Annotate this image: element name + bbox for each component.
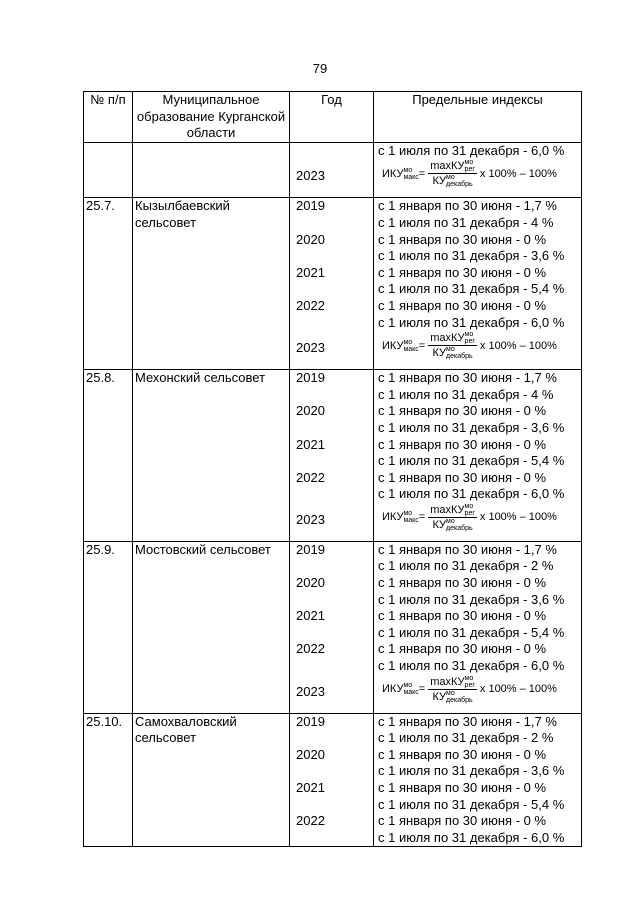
formula-line	[378, 159, 581, 197]
index-cell	[374, 198, 582, 370]
formula: ИКУ мо макс = maxКУ мо рег КУ мо декабрь x 100% – 100%	[382, 159, 557, 189]
year-value: 2020	[296, 231, 325, 247]
formula-lhs-text: ИКУ	[382, 511, 404, 524]
formula: ИКУ мо макс = maxКУ мо рег КУ мо декабрь x 100% – 100%	[382, 502, 557, 532]
formula-line	[378, 675, 581, 713]
formula-lhs-sup: мо	[403, 682, 413, 690]
year-value: 2023	[296, 168, 325, 184]
formula-lhs	[382, 682, 419, 696]
formula-denominator	[430, 174, 474, 188]
formula-lhs-text: ИКУ	[382, 167, 404, 180]
formula-denominator-indices	[446, 346, 473, 360]
year-value: 2020	[296, 403, 325, 419]
index-line: с 1 июля по 31 декабря - 5,4 %	[378, 453, 565, 469]
row-number: 25.10.	[84, 713, 133, 847]
index-line: с 1 января по 30 июня - 0 %	[378, 575, 547, 591]
formula-fraction	[428, 675, 477, 704]
formula-numerator	[428, 503, 477, 518]
year-value: 2023	[296, 683, 325, 699]
year-cell	[290, 142, 374, 198]
formula-lhs-sup: мо	[403, 338, 413, 346]
formula-denominator-sub: декабрь	[446, 353, 473, 361]
formula-numerator-text: maxКУ	[430, 332, 465, 345]
formula-denominator-sup: мо	[446, 346, 455, 354]
formula-numerator-sub: рег	[464, 166, 475, 174]
year-value: 2019	[296, 198, 325, 214]
municipality-name: Кызылбаевский сельсовет	[133, 198, 290, 370]
year-spacer	[296, 143, 373, 160]
municipality-name: Мостовский сельсовет	[133, 541, 290, 713]
row-number: 25.9.	[84, 541, 133, 713]
formula-tail: x 100% – 100%	[479, 167, 557, 180]
formula-denominator-indices	[446, 518, 473, 532]
formula-lhs-sub: макс	[403, 345, 419, 353]
formula-denominator-sub: декабрь	[446, 181, 473, 189]
year-value: 2021	[296, 436, 325, 452]
formula-numerator	[428, 331, 477, 346]
formula-numerator-sub: рег	[464, 681, 475, 689]
index-cell	[374, 541, 582, 713]
index-cell	[374, 370, 582, 542]
index-line: с 1 июля по 31 декабря - 6,0 %	[378, 658, 565, 674]
index-line: с 1 июля по 31 декабря - 6,0 %	[378, 142, 565, 158]
table-row	[84, 713, 582, 847]
index-line: с 1 января по 30 июня - 0 %	[378, 641, 547, 657]
year-value: 2019	[296, 370, 325, 386]
formula-numerator	[428, 159, 477, 174]
formula-numerator-sup: мо	[464, 502, 474, 510]
year-value: 2021	[296, 780, 325, 795]
index-cell	[374, 713, 582, 847]
formula-numerator-indices	[465, 675, 475, 689]
row-number: 25.8.	[84, 370, 133, 542]
year-cell	[290, 541, 374, 713]
index-line: с 1 января по 30 июня - 0 %	[378, 780, 547, 795]
formula-numerator-sub: рег	[464, 338, 475, 346]
page-number: 79	[312, 61, 328, 76]
formula-lhs	[382, 167, 419, 181]
year-value: 2023	[296, 340, 325, 356]
year-cell	[290, 713, 374, 847]
index-line: с 1 января по 30 июня - 0 %	[378, 297, 547, 313]
formula-tail: x 100% – 100%	[479, 339, 557, 352]
year-cell	[290, 370, 374, 542]
index-line: с 1 июля по 31 декабря - 5,4 %	[378, 281, 565, 297]
formula-numerator-text: maxКУ	[430, 503, 465, 516]
formula-lhs-sup: мо	[403, 166, 413, 174]
formula-denominator-indices	[446, 690, 473, 704]
formula-lhs-text: ИКУ	[382, 683, 404, 696]
formula-denominator-sub: декабрь	[446, 696, 473, 704]
table-row	[84, 142, 582, 198]
municipality-name	[133, 142, 290, 198]
index-line: с 1 июля по 31 декабря - 5,4 %	[378, 796, 565, 812]
index-line: с 1 января по 30 июня - 0 %	[378, 403, 547, 419]
formula-numerator	[428, 675, 477, 690]
formula-denominator-text: КУ	[432, 690, 446, 703]
header-year: Год	[290, 92, 374, 143]
year-value: 2023	[296, 511, 325, 527]
index-line: с 1 июля по 31 декабря - 4 %	[378, 386, 554, 402]
formula-lhs-sub: макс	[403, 689, 419, 697]
formula-lhs-indices	[403, 682, 418, 696]
formula-denominator-text: КУ	[432, 518, 446, 531]
formula-lhs-indices	[403, 339, 418, 353]
year-value: 2022	[296, 813, 325, 829]
formula-denominator-sup: мо	[446, 517, 455, 525]
formula-denominator	[430, 346, 474, 360]
formula: ИКУ мо макс = maxКУ мо рег КУ мо декабрь x 100% – 100%	[382, 674, 557, 704]
formula-numerator-indices	[465, 331, 475, 345]
formula-lhs-sub: макс	[403, 173, 419, 181]
index-line: с 1 июля по 31 декабря - 4 %	[378, 214, 554, 230]
index-line: с 1 июля по 31 декабря - 3,6 %	[378, 591, 565, 607]
index-line: с 1 июля по 31 декабря - 3,6 %	[378, 763, 565, 779]
year-value: 2020	[296, 746, 325, 762]
formula-denominator-text: КУ	[432, 175, 446, 188]
formula-numerator-indices	[465, 159, 475, 173]
table-row	[84, 198, 582, 370]
formula-denominator-sup: мо	[446, 174, 455, 182]
table-row	[84, 370, 582, 542]
formula-lhs-text: ИКУ	[382, 339, 404, 352]
formula-denominator	[430, 690, 474, 704]
index-line: с 1 июля по 31 декабря - 6,0 %	[378, 829, 565, 845]
municipality-name: Самохваловский сельсовет	[133, 713, 290, 847]
index-line: с 1 июля по 31 декабря - 2 %	[378, 558, 554, 574]
index-line: с 1 июля по 31 декабря - 6,0 %	[378, 486, 565, 502]
index-line: с 1 января по 30 июня - 0 %	[378, 469, 547, 485]
formula-lhs-sub: макс	[403, 517, 419, 525]
header-limit-indexes: Предельные индексы	[374, 92, 582, 143]
index-line: с 1 июля по 31 декабря - 5,4 %	[378, 624, 565, 640]
formula-line	[378, 503, 581, 541]
formula-lhs-indices	[403, 510, 418, 524]
formula-lhs	[382, 339, 419, 353]
index-line: с 1 января по 30 июня - 1,7 %	[378, 198, 557, 214]
formula-denominator-sup: мо	[446, 689, 455, 697]
index-line: с 1 января по 30 июня - 0 %	[378, 231, 547, 247]
formula-numerator-indices	[465, 503, 475, 517]
formula-numerator-sub: рег	[464, 509, 475, 517]
index-line: с 1 января по 30 июня - 0 %	[378, 436, 547, 452]
formula-denominator-sub: декабрь	[446, 524, 473, 532]
row-number	[84, 142, 133, 198]
index-line: с 1 июля по 31 декабря - 3,6 %	[378, 248, 565, 264]
formula-numerator-sup: мо	[464, 674, 474, 682]
index-line: с 1 января по 30 июня - 0 %	[378, 264, 547, 280]
year-cell	[290, 198, 374, 370]
index-cell	[374, 142, 582, 198]
formula-tail: x 100% – 100%	[479, 511, 557, 524]
index-line: с 1 января по 30 июня - 0 %	[378, 813, 547, 829]
year-value: 2021	[296, 264, 325, 280]
formula-numerator-text: maxКУ	[430, 160, 465, 173]
formula-tail: x 100% – 100%	[479, 683, 557, 696]
formula-numerator-sup: мо	[464, 159, 474, 167]
year-value: 2022	[296, 297, 325, 313]
municipality-name: Мехонский сельсовет	[133, 370, 290, 542]
index-line: с 1 января по 30 июня - 1,7 %	[378, 370, 557, 386]
formula-fraction	[428, 503, 477, 532]
formula-line	[378, 331, 581, 369]
formula-numerator-text: maxКУ	[430, 675, 465, 688]
index-line: с 1 июля по 31 декабря - 3,6 %	[378, 419, 565, 435]
header-row	[84, 92, 582, 143]
formula-lhs-indices	[403, 167, 418, 181]
formula-denominator-text: КУ	[432, 347, 446, 360]
header-num: № п/п	[84, 92, 133, 143]
header-municipality: Муниципальное образование Курганской области	[133, 92, 290, 143]
index-line: с 1 января по 30 июня - 1,7 %	[378, 541, 557, 557]
formula: ИКУ мо макс = maxКУ мо рег КУ мо декабрь x 100% – 100%	[382, 331, 557, 361]
formula-fraction	[428, 331, 477, 360]
formula-numerator-sup: мо	[464, 331, 474, 339]
year-value: 2019	[296, 713, 325, 729]
year-value: 2022	[296, 469, 325, 485]
year-value: 2019	[296, 541, 325, 557]
year-value: 2021	[296, 608, 325, 624]
index-line: с 1 января по 30 июня - 0 %	[378, 608, 547, 624]
formula-lhs	[382, 510, 419, 524]
index-line: с 1 января по 30 июня - 0 %	[378, 746, 547, 762]
formula-denominator	[430, 518, 474, 532]
index-line: с 1 июля по 31 декабря - 2 %	[378, 730, 554, 746]
year-value: 2022	[296, 641, 325, 657]
formula-denominator-indices	[446, 174, 473, 188]
row-number: 25.7.	[84, 198, 133, 370]
formula-lhs-sup: мо	[403, 510, 413, 518]
table-row	[84, 541, 582, 713]
limit-indexes-table	[83, 91, 582, 847]
year-value: 2020	[296, 575, 325, 591]
formula-fraction	[428, 159, 477, 188]
index-line: с 1 января по 30 июня - 1,7 %	[378, 713, 557, 729]
index-line: с 1 июля по 31 декабря - 6,0 %	[378, 314, 565, 330]
